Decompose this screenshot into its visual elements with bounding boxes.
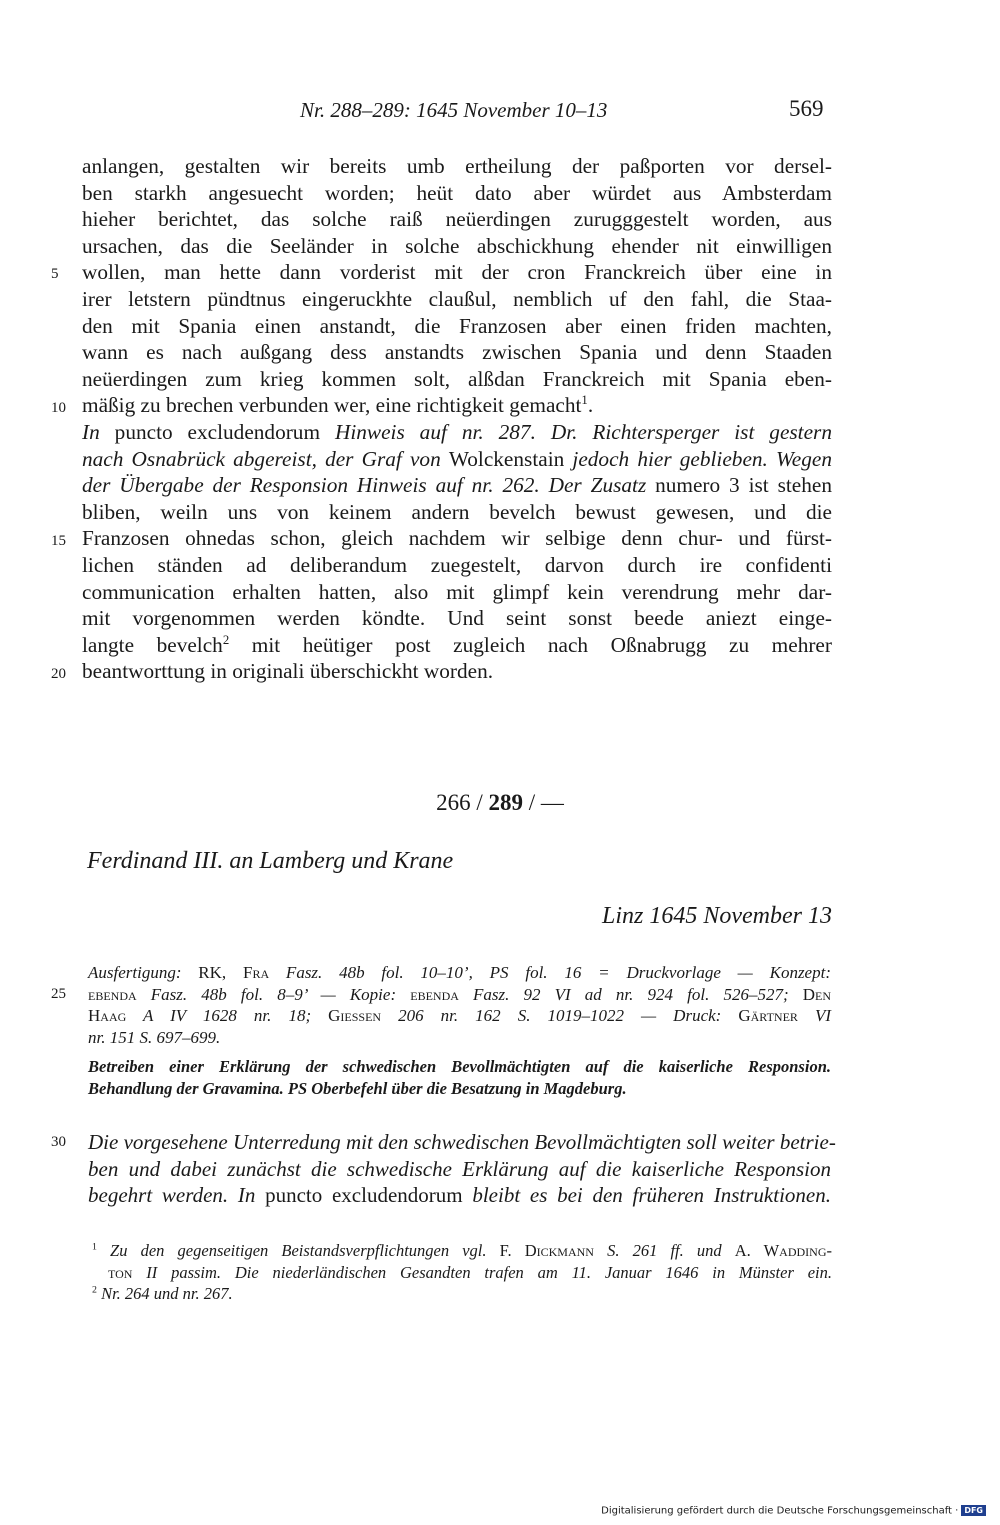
text-segment: nach Osnabrück abgereist, der Graf von: [82, 446, 449, 471]
footnote-mark: 1: [92, 1241, 97, 1253]
docnum-suffix: / —: [523, 790, 564, 815]
text-segment: ton: [108, 1262, 133, 1282]
docnum-main: 289: [488, 790, 523, 815]
text-segment: Wolckenstain: [448, 446, 565, 471]
main-text: [82, 153, 832, 685]
text-segment: II passim. Die niederländischen Gesandten trafen am 11. Januar 1646 in Münster ein.: [132, 1262, 832, 1282]
text-line: Behandlung der Gravamina. PS Oberbefehl über die Besatzung in Magdeburg.: [88, 1078, 627, 1098]
text-segment: Den: [802, 984, 832, 1004]
text-segment: bleibt es bei den früheren Instruktionen.: [472, 1183, 831, 1207]
text-line: [88, 1027, 831, 1049]
text-segment: 206 nr. 162 S. 1019–1022 — Druck:: [381, 1006, 739, 1025]
text-line: wollen, man hette dann vorderist mit der cron Franckreich über eine in: [82, 260, 832, 285]
text-segment: ebenda: [88, 984, 137, 1004]
text-segment: puncto excludendorum: [255, 1183, 473, 1207]
text-line: [88, 962, 831, 984]
text-line: den mit Spania einen anstandt, die Franzosen aber einen friden machten,: [82, 313, 832, 338]
document-number: [0, 790, 1000, 816]
text-segment: Fasz. 48b fol. 10–10’, PS fol. 16 = Druckvorlage — Konzept:: [269, 963, 831, 982]
footnote-ref[interactable]: 1: [581, 393, 588, 408]
text-segment: ebenda: [410, 984, 459, 1004]
summary: [88, 1129, 836, 1209]
text-line: ursachen, das die Seeländer in solche abschickhung ehender nit einwilligen: [82, 233, 832, 258]
text-line: anlangen, gestalten wir bereits umb ertheilung der paßporten vor dersel-: [82, 154, 832, 178]
docnum-prefix: 266 /: [436, 790, 489, 815]
page-number: 569: [789, 96, 824, 121]
text-segment: .: [587, 393, 594, 418]
digitization-credit: [601, 1505, 986, 1517]
text-segment: mäßig zu brechen verbunden wer, eine richtigkeit gemacht: [82, 393, 582, 418]
text-line: communication erhalten hatten, also mit glimpf kein verendrung mehr dar-: [82, 579, 832, 604]
text-segment: Nr. 264 und nr. 267.: [96, 1284, 233, 1303]
text-segment: RK, F: [181, 963, 253, 982]
line-number: 25: [51, 986, 66, 1002]
footnote-2: [92, 1283, 832, 1305]
text-segment: S. 261 ff. und: [593, 1241, 735, 1260]
text-line: beantworttung in originali überschickht worden.: [82, 659, 494, 684]
text-segment: A IV 1628 nr. 18;: [126, 1006, 329, 1025]
text-segment: puncto excludendorum: [99, 419, 335, 444]
text-segment: Giessen: [328, 1006, 382, 1025]
text-segment: Fasz. 92 VI ad nr. 924 fol. 526–527;: [458, 984, 803, 1004]
text-line: ben starkh angesuecht worden; heüt dato aber würdet aus Ambsterdam: [82, 180, 832, 205]
text-segment: Zu den gegenseitigen Beistandsverpflichtungen vgl.: [96, 1241, 500, 1260]
text-line: [82, 632, 832, 659]
footnote-ref[interactable]: 2: [222, 632, 230, 647]
text-line: hieher berichtet, das solche raiß neüerdingen zurugggestelt worden, aus: [82, 207, 832, 232]
regest: [88, 1056, 831, 1099]
document-title: Ferdinand III. an Lamberg und Krane: [87, 848, 454, 874]
text-segment: jedoch hier geblieben. Wegen: [564, 446, 833, 471]
text-segment: mit heütiger post zugleich nach Oßnabrugg zu mehrer: [229, 632, 832, 657]
line-number: 10: [51, 400, 66, 416]
text-segment: begehrt werden. In: [88, 1183, 256, 1207]
line-number: 5: [51, 266, 59, 282]
text-line: bliben, weiln uns von keinem andern bevelch bewust gewesen, und die: [82, 499, 832, 524]
text-line: [82, 472, 832, 499]
text-line: irer letstern pündtnus eingeruckhte claußul, nemblich uf den fahl, die Staa-: [82, 286, 832, 311]
text-line: ben und dabei zunächst die schwedische Erklärung auf die kaiserliche Responsion: [88, 1156, 831, 1181]
source-apparatus: [88, 962, 831, 1048]
text-segment: Haag: [88, 1006, 127, 1025]
text-line: [82, 446, 832, 473]
footnotes: [92, 1240, 832, 1305]
line-number: 30: [51, 1134, 66, 1150]
text-line: Betreiben einer Erklärung der schwedischen Bevollmächtigten auf die kaiserliche Responsion.: [88, 1057, 831, 1076]
text-line: lichen ständen ad deliberandum zuegestelt, darvon durch ire confidenti: [82, 552, 832, 577]
text-segment: Ausfertigung:: [88, 963, 182, 982]
line-number: 20: [51, 666, 66, 682]
text-segment: Hinweis auf nr. 287. Dr. Richtersperger ist gestern: [334, 419, 832, 444]
footnote-1: [92, 1240, 832, 1262]
text-line: [88, 1005, 831, 1027]
text-segment: A. Wadding-: [734, 1241, 833, 1260]
footnote-mark: 2: [92, 1284, 97, 1296]
text-segment: langte bevelch: [82, 632, 223, 657]
text-line: Die vorgesehene Unterredung mit den schwedischen Bevollmächtigten soll weiter betrie-: [88, 1130, 836, 1154]
text-segment: nr. 151 S. 697–699.: [88, 1027, 221, 1047]
text-segment: F. Dickmann: [499, 1241, 594, 1260]
text-segment: Gärtner: [738, 1006, 798, 1025]
text-line: Franzosen ohnedas schon, gleich nachdem wir selbige denn chur- und fürst-: [82, 526, 832, 551]
document-place-date: Linz 1645 November 13: [602, 903, 832, 929]
text-line: mit vorgenommen werden köndte. Und seint sonst beede aniezt einge-: [82, 606, 832, 631]
dfg-logo-icon: DFG: [961, 1505, 986, 1516]
text-segment: In: [82, 419, 100, 444]
running-title: Nr. 288–289: 1645 November 10–13: [300, 98, 608, 122]
text-line: [82, 419, 832, 446]
text-segment: VI: [797, 1006, 832, 1025]
credit-text: Digitalisierung gefördert durch die Deutsche Forschungsgemeinschaft ·: [601, 1505, 959, 1517]
text-line: [88, 984, 831, 1006]
text-segment: ra: [252, 963, 270, 982]
footnote-1-cont: [92, 1262, 832, 1284]
text-line: [88, 1182, 831, 1209]
text-line: wann es nach außgang dess anstandts zwischen Spania und denn Staaden: [82, 340, 832, 365]
text-line: [82, 392, 832, 419]
text-segment: Fasz. 48b fol. 8–9’ — Kopie:: [136, 984, 411, 1004]
text-line: neüerdingen zum krieg kommen solt, alßdan Franckreich mit Spania eben-: [82, 366, 832, 391]
text-segment: numero 3 ist stehen: [646, 473, 832, 498]
line-number: 15: [51, 533, 66, 549]
text-segment: der Übergabe der Responsion Hinweis auf nr. 262. Der Zusatz: [82, 473, 647, 498]
